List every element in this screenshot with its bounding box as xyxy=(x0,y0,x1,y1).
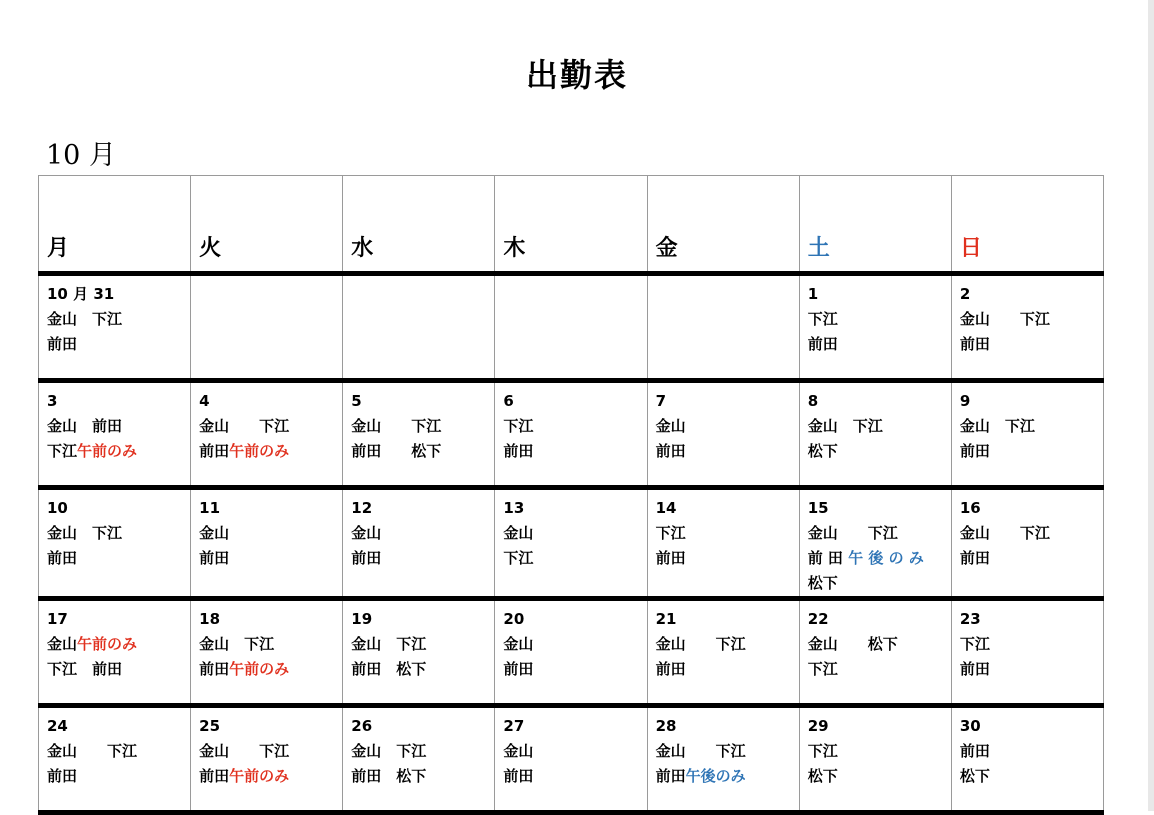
staff-line xyxy=(503,764,646,789)
am-only-note: 午前のみ xyxy=(229,442,290,460)
calendar-body xyxy=(39,274,1104,813)
staff-names: 下江 xyxy=(807,310,838,328)
staff-line xyxy=(503,414,646,439)
staff-line xyxy=(808,632,951,657)
staff-names: 金山 下江 xyxy=(351,635,427,653)
staff-names: 前田 xyxy=(503,660,534,678)
staff-names: 前田 xyxy=(807,335,838,353)
staff-names: 前田 xyxy=(351,549,382,567)
staff-names: 金山 xyxy=(351,524,382,542)
staff-line xyxy=(503,439,646,464)
staff-line xyxy=(351,764,494,789)
staff-line xyxy=(656,739,799,764)
day-cell xyxy=(951,381,1103,488)
day-number: 17 xyxy=(47,610,68,628)
week-row xyxy=(39,488,1104,599)
staff-names: 前田 xyxy=(959,549,990,567)
day-cell xyxy=(191,599,343,706)
staff-line xyxy=(351,439,494,464)
staff-names: 前田 xyxy=(655,549,686,567)
day-cell xyxy=(495,488,647,599)
staff-line xyxy=(47,657,190,682)
weekday-wed: 水 xyxy=(343,176,495,274)
day-number: 9 xyxy=(959,392,971,410)
day-number: 25 xyxy=(199,717,221,735)
staff-names: 松下 xyxy=(959,767,990,785)
day-cell xyxy=(343,599,495,706)
am-only-note: 午前のみ xyxy=(77,442,138,460)
day-cell xyxy=(495,706,647,813)
staff-line xyxy=(960,739,1103,764)
staff-names: 金山 xyxy=(655,417,686,435)
staff-line xyxy=(47,332,190,357)
staff-line xyxy=(503,521,646,546)
day-cell xyxy=(647,488,799,599)
day-number: 15 xyxy=(807,499,829,517)
staff-line xyxy=(199,546,342,571)
day-cell xyxy=(39,488,191,599)
day-cell xyxy=(647,274,799,381)
day-number: 29 xyxy=(807,717,829,735)
day-cell xyxy=(343,488,495,599)
day-number: 24 xyxy=(47,717,68,735)
page-title: 出勤表 xyxy=(525,56,628,94)
day-number: 20 xyxy=(503,610,525,628)
staff-line xyxy=(199,764,342,789)
day-number: 7 xyxy=(655,392,666,410)
staff-line xyxy=(351,546,494,571)
staff-names: 前田 xyxy=(959,742,990,760)
staff-line xyxy=(351,657,494,682)
day-number: 14 xyxy=(655,499,677,517)
day-cell xyxy=(39,599,191,706)
staff-names: 前田 xyxy=(959,442,990,460)
staff-line xyxy=(199,739,342,764)
staff-line xyxy=(503,632,646,657)
staff-line xyxy=(47,764,190,789)
staff-names: 金山 下江 xyxy=(199,417,290,435)
staff-names: 金山 下江 xyxy=(351,417,442,435)
staff-line xyxy=(351,739,494,764)
day-cell xyxy=(647,381,799,488)
weekday-fri: 金 xyxy=(647,176,799,274)
staff-line xyxy=(656,657,799,682)
staff-line xyxy=(808,332,951,357)
day-cell xyxy=(647,599,799,706)
day-cell xyxy=(343,274,495,381)
am-only-note: 午前のみ xyxy=(77,635,138,653)
day-cell xyxy=(191,706,343,813)
week-row xyxy=(39,599,1104,706)
day-cell xyxy=(951,599,1103,706)
staff-line xyxy=(351,414,494,439)
staff-names: 金山 松下 xyxy=(807,635,898,653)
staff-names: 下江 前田 xyxy=(47,660,123,678)
staff-line xyxy=(960,307,1103,332)
staff-names: 金山 下江 xyxy=(655,742,746,760)
day-number: 10 xyxy=(47,499,68,517)
staff-names: 金山 xyxy=(503,635,534,653)
day-number: 19 xyxy=(351,610,373,628)
am-only-note: 午前のみ xyxy=(229,660,290,678)
staff-names: 金山 下江 xyxy=(959,524,1050,542)
staff-names: 前田 xyxy=(47,549,78,567)
staff-line xyxy=(960,414,1103,439)
staff-names: 金山 前田 xyxy=(47,417,123,435)
day-number: 28 xyxy=(655,717,677,735)
staff-line xyxy=(656,546,799,571)
staff-line xyxy=(656,521,799,546)
staff-line xyxy=(960,632,1103,657)
day-number: 10 月 31 xyxy=(47,285,115,303)
staff-names: 松下 xyxy=(807,442,838,460)
day-cell xyxy=(799,599,951,706)
staff-line xyxy=(808,307,951,332)
weekday-header-row xyxy=(39,176,1104,274)
day-number: 18 xyxy=(199,610,221,628)
staff-names: 下江 xyxy=(655,524,686,542)
staff-names: 前田 xyxy=(959,335,990,353)
staff-names: 金山 下江 xyxy=(47,310,123,328)
day-cell xyxy=(799,274,951,381)
staff-names: 前田 xyxy=(199,660,230,678)
week-row xyxy=(39,706,1104,813)
day-cell xyxy=(39,706,191,813)
staff-names: 下江 xyxy=(807,742,838,760)
pm-only-note: 午後のみ xyxy=(685,767,746,785)
staff-names: 前田 xyxy=(199,442,230,460)
staff-names: 前田 xyxy=(199,767,230,785)
day-cell xyxy=(39,381,191,488)
staff-line xyxy=(503,546,646,571)
staff-names: 下江 xyxy=(807,660,838,678)
staff-names: 前田 松下 xyxy=(351,767,427,785)
staff-names: 前田 xyxy=(47,767,78,785)
staff-line xyxy=(199,414,342,439)
staff-names: 前田 xyxy=(47,335,78,353)
weekday-sat: 土 xyxy=(799,176,951,274)
staff-line xyxy=(808,521,951,546)
day-cell xyxy=(799,381,951,488)
staff-names: 前田 xyxy=(655,442,686,460)
weekday-tue: 火 xyxy=(191,176,343,274)
day-number: 13 xyxy=(503,499,525,517)
staff-names: 金山 xyxy=(47,635,78,653)
day-cell xyxy=(799,706,951,813)
day-cell xyxy=(951,706,1103,813)
staff-names: 前田 松下 xyxy=(351,660,427,678)
page-edge xyxy=(1148,0,1154,811)
day-number: 16 xyxy=(959,499,981,517)
staff-names: 下江 xyxy=(503,549,534,567)
day-cell xyxy=(191,381,343,488)
day-cell xyxy=(191,488,343,599)
staff-line xyxy=(808,657,951,682)
day-number: 4 xyxy=(199,392,210,410)
staff-names: 金山 下江 xyxy=(199,635,275,653)
staff-line xyxy=(351,632,494,657)
staff-line xyxy=(47,439,190,464)
day-number: 26 xyxy=(351,717,373,735)
staff-line xyxy=(960,546,1103,571)
day-cell xyxy=(951,274,1103,381)
staff-line xyxy=(47,414,190,439)
staff-line xyxy=(503,657,646,682)
staff-line xyxy=(47,632,190,657)
staff-line xyxy=(808,414,951,439)
staff-line xyxy=(808,546,951,571)
day-number: 30 xyxy=(959,717,981,735)
staff-line xyxy=(808,739,951,764)
day-cell xyxy=(343,381,495,488)
day-number: 1 xyxy=(807,285,819,303)
staff-names: 金山 下江 xyxy=(807,417,883,435)
day-cell xyxy=(647,706,799,813)
week-row xyxy=(39,274,1104,381)
day-number: 23 xyxy=(959,610,981,628)
staff-line xyxy=(656,632,799,657)
staff-line xyxy=(960,332,1103,357)
staff-names: 前田 xyxy=(503,767,534,785)
weekday-sun: 日 xyxy=(951,176,1103,274)
staff-line xyxy=(960,439,1103,464)
staff-names: 金山 下江 xyxy=(655,635,746,653)
staff-line xyxy=(656,414,799,439)
staff-line xyxy=(199,632,342,657)
staff-line xyxy=(960,657,1103,682)
pm-only-note: 午 後 の み xyxy=(848,549,924,567)
day-cell xyxy=(951,488,1103,599)
staff-names: 松下 xyxy=(807,574,838,592)
day-number: 21 xyxy=(655,610,677,628)
staff-line xyxy=(808,764,951,789)
staff-line xyxy=(47,546,190,571)
day-number: 12 xyxy=(351,499,373,517)
staff-names: 金山 下江 xyxy=(47,524,123,542)
staff-names: 金山 xyxy=(503,524,534,542)
day-number: 2 xyxy=(959,285,971,303)
day-cell xyxy=(495,274,647,381)
staff-names: 金山 xyxy=(199,524,230,542)
staff-names: 下江 xyxy=(503,417,534,435)
am-only-note: 午前のみ xyxy=(229,767,290,785)
staff-names: 下江 xyxy=(959,635,990,653)
day-cell xyxy=(799,488,951,599)
staff-names: 前田 xyxy=(199,549,230,567)
day-cell xyxy=(191,274,343,381)
staff-line xyxy=(960,521,1103,546)
staff-line xyxy=(199,439,342,464)
day-number: 27 xyxy=(503,717,525,735)
staff-names: 松下 xyxy=(807,767,838,785)
month-label: 10 月 xyxy=(46,140,116,171)
day-cell xyxy=(495,599,647,706)
staff-line xyxy=(808,571,951,596)
staff-names: 金山 下江 xyxy=(959,417,1035,435)
staff-names: 前田 xyxy=(655,660,686,678)
staff-line xyxy=(47,307,190,332)
staff-line xyxy=(199,657,342,682)
staff-line xyxy=(656,764,799,789)
day-number: 11 xyxy=(199,499,221,517)
staff-names: 金山 下江 xyxy=(351,742,427,760)
day-cell xyxy=(39,274,191,381)
staff-line xyxy=(199,521,342,546)
staff-names: 前田 松下 xyxy=(351,442,442,460)
staff-names: 金山 xyxy=(503,742,534,760)
weekday-mon: 月 xyxy=(39,176,191,274)
day-number: 22 xyxy=(807,610,829,628)
staff-names: 金山 下江 xyxy=(47,742,138,760)
staff-names: 前田 xyxy=(655,767,686,785)
staff-names: 前 田 xyxy=(807,549,849,567)
day-cell xyxy=(495,381,647,488)
weekday-thu: 木 xyxy=(495,176,647,274)
staff-names: 金山 下江 xyxy=(807,524,898,542)
week-row xyxy=(39,381,1104,488)
staff-line xyxy=(656,439,799,464)
day-number: 8 xyxy=(807,392,819,410)
staff-names: 金山 下江 xyxy=(959,310,1050,328)
day-number: 6 xyxy=(503,392,514,410)
attendance-calendar xyxy=(38,175,1104,815)
staff-names: 前田 xyxy=(503,442,534,460)
day-number: 5 xyxy=(351,392,362,410)
staff-line xyxy=(47,739,190,764)
staff-line xyxy=(351,521,494,546)
staff-names: 前田 xyxy=(959,660,990,678)
day-cell xyxy=(343,706,495,813)
day-number: 3 xyxy=(47,392,58,410)
staff-line xyxy=(808,439,951,464)
staff-line xyxy=(503,739,646,764)
staff-names: 下江 xyxy=(47,442,78,460)
staff-names: 金山 下江 xyxy=(199,742,290,760)
staff-line xyxy=(960,764,1103,789)
staff-line xyxy=(47,521,190,546)
